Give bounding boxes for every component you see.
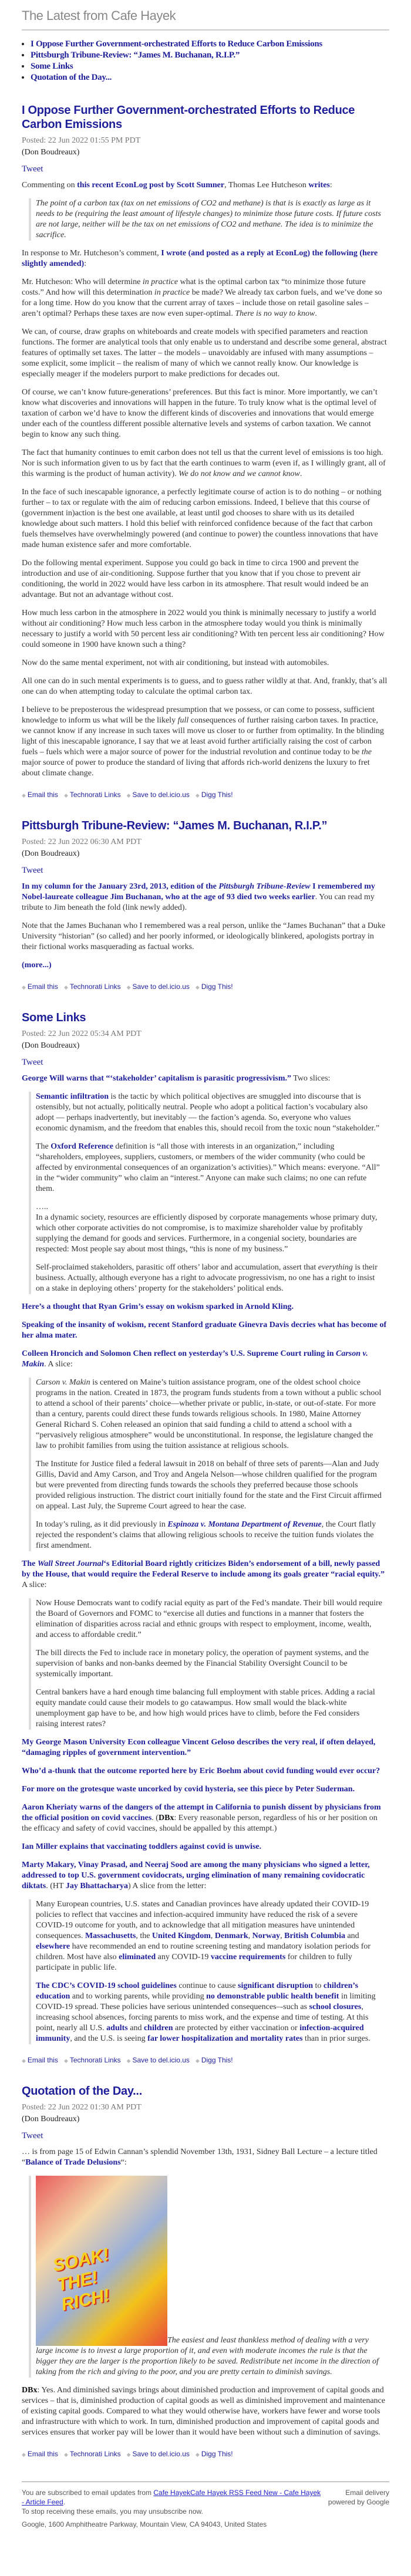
inline-link[interactable]: British Columbia	[284, 1932, 345, 1940]
inline-link[interactable]: Balance of Trade Delusions	[25, 2158, 121, 2167]
share-item	[64, 2056, 121, 2064]
feed-link[interactable]: Cafe HayekCafe Hayek RSS Feed New - Cafe Hayek - Article Feed	[22, 2489, 321, 2506]
share-item	[127, 2056, 190, 2064]
footer	[22, 2482, 389, 2541]
text-run: In a dynamic society, resources are efficiently disposed by corporate managements whose primary duty, which other corporate activities do not compromise, is to maximize shareholder value by profitably supplying the demand for goods and services. Furthermore, in a congenial society, boundaries are respected: Most people say about most things, “this is none of my business.”	[36, 1213, 378, 1254]
email-this-link[interactable]: Email this	[27, 2450, 58, 2458]
post-body	[22, 2147, 389, 2438]
paragraph	[22, 2147, 389, 2168]
inline-link[interactable]: Espinoza v. Montana Department of Revenue	[167, 1520, 322, 1529]
post-author: (Don Boudreaux)	[22, 1041, 80, 1050]
text-run: than in prior surges.	[302, 2034, 370, 2043]
save-to-delicious-link[interactable]: Save to del.icio.us	[132, 2056, 190, 2064]
paragraph	[22, 882, 389, 913]
inline-link[interactable]: Massachusetts	[85, 1932, 136, 1940]
diamond-bullet-icon: ◆	[126, 984, 131, 990]
inline-link[interactable]: Speaking of the insanity of wokism, recent Stanford graduate Ginevra Davis decries what has become of her alma mater.	[22, 1321, 387, 1340]
email-this-link[interactable]: Email this	[27, 983, 58, 991]
text-run: ) A slice from the letter:	[127, 1882, 207, 1890]
inline-link[interactable]: Wall Street Journal	[37, 1559, 104, 1568]
email-digest	[22, 0, 389, 2541]
inline-link[interactable]: (more...)	[22, 961, 52, 970]
text-run: Commenting on	[22, 181, 78, 190]
share-item	[196, 983, 233, 991]
text-run: :	[84, 259, 87, 268]
email-this-link[interactable]: Email this	[27, 791, 58, 799]
quote-paragraph	[36, 1092, 383, 1134]
text-run: … is from page 15 of Edwin Cannan’s splendid November 13th, 1931, Sidney Ball Lecture – a lecture titled “	[22, 2148, 378, 2167]
paragraph	[22, 1073, 389, 1084]
quote-paragraph	[36, 1262, 383, 1294]
subscription-text: You are subscribed to email updates from	[22, 2489, 154, 2497]
text-run: Mr. Hutcheson: Who will determine	[22, 278, 143, 286]
text-run: and	[127, 2024, 144, 2033]
inline-link[interactable]: school closures	[309, 2003, 362, 2011]
paragraph	[22, 705, 389, 779]
quote-paragraph	[36, 1202, 383, 1255]
post	[22, 1011, 389, 2064]
paragraph	[22, 1320, 389, 1341]
text-run: is their business. Actually, although everyone has a right to advocate progressivism, no one has a right to insist on a stake in deploying others’ property for the stakeholders’ political ends.	[36, 1263, 378, 1293]
post-date: Posted: 22 Jun 2022 01:30 AM PDT	[22, 2103, 142, 2112]
text-run: in limiting COVID-19 spread. These policies have serious unintended consequences–-such as	[36, 1992, 376, 2011]
share-links	[22, 2056, 389, 2064]
text-run: in practice	[154, 288, 190, 297]
paragraph	[22, 180, 389, 191]
inline-link[interactable]: Marty Makary, Vinay Prasad, and Neeraj Sood are among the many physicians who signed a letter, addressed to top U.S. government covidocrats, urging elimination of many remaining covidocratic diktats	[22, 1861, 370, 1890]
paragraph	[22, 1302, 389, 1312]
paragraph	[22, 1766, 389, 1777]
digg-this-link[interactable]: Digg This!	[201, 791, 233, 799]
text-run: any COVID-19	[156, 1953, 211, 1961]
inline-link[interactable]: Oxford Reference	[50, 1142, 113, 1151]
text-run: , the Court flatly rejected the respondent’s claims that allowing religious schools to receive the tuition funds violates the first amendment.	[36, 1520, 376, 1550]
soak-the-rich-image	[36, 2176, 167, 2346]
post	[22, 103, 389, 799]
text-run: How much less carbon in the atmosphere in 2022 would you think is minimally necessary to justify a world without air conditioning? How much less carbon in the atmosphere today would you think is minimally necessary to justify a world with 50 percent less air conditioning? With ten percent less air conditioning? How could someone in 1900 have known such a thing?	[22, 609, 385, 649]
inline-link[interactable]: Ian Miller explains that vaccinating toddlers against covid is unwise.	[22, 1842, 262, 1851]
inline-link[interactable]: vaccine requirements	[210, 1953, 286, 1961]
inline-link[interactable]: My George Mason University Econ colleague Vincent Geloso describes the very real, if often delayed, “damaging ripples of government intervention.”	[22, 1738, 376, 1757]
inline-link[interactable]: Here’s a thought that Ryan Grim’s essay on wokism sparked in Arnold Kling.	[22, 1302, 294, 1311]
text-run: We do not know and we cannot know	[178, 470, 300, 478]
text-run: Self-proclaimed stakeholders, parasitic off others’ labor and accumulation, assert that	[36, 1263, 318, 1272]
share-item	[22, 791, 58, 799]
inline-link[interactable]: infection-acquired immunity	[36, 2024, 364, 2043]
paragraph	[22, 1784, 389, 1795]
post-body	[22, 882, 389, 971]
blockquote	[29, 1092, 389, 1294]
paragraph	[22, 1559, 389, 1591]
text-run: consequences of further raising carbon taxes. In practice, we cannot know if any increase in such taxes will move us closer to or further from optimality. In the blinding light of this inescapable ignorance, I say that we at least avoid further artificially raising the cost of carbon fuels – fuels which were a major source of power for the industrial revolution and continue today to be	[22, 716, 384, 757]
tweet-link[interactable]: Tweet	[22, 2131, 43, 2141]
text-run: ,	[210, 1932, 215, 1940]
quote-paragraph	[36, 1687, 383, 1730]
paragraph	[22, 676, 389, 697]
quote-paragraph	[36, 1981, 383, 2044]
toc-link[interactable]: Pittsburgh Tribune-Review: “James M. Buchanan, R.I.P.”	[31, 50, 240, 60]
text-run: , Thomas Lee Hutcheson	[224, 181, 309, 190]
text-run: ,	[280, 1932, 285, 1940]
share-item	[22, 983, 58, 991]
text-run: The fact that humanity continues to emit carbon does not tell us that the current level of emissions is too high. Nor is such information given to us by fact that the earth continues to warm (even if, as I willingly grant, all of this warming is the product of human activity).	[22, 448, 386, 478]
post-date: Posted: 22 Jun 2022 05:34 AM PDT	[22, 1029, 142, 1038]
quote-paragraph	[36, 1899, 383, 1973]
diamond-bullet-icon: ◆	[63, 984, 68, 990]
digg-this-link[interactable]: Digg This!	[201, 2450, 233, 2458]
delivery-note: Email delivery powered by Google	[328, 2489, 389, 2506]
text-run: continue to cause	[176, 1981, 238, 1990]
post-body	[22, 180, 389, 779]
inline-link[interactable]: significant disruption	[238, 1981, 314, 1990]
paragraph	[22, 1349, 389, 1370]
inline-link[interactable]: no demonstrable public health benefit	[206, 1992, 339, 2001]
text-run: .	[315, 309, 317, 318]
diamond-bullet-icon: ◆	[63, 2452, 68, 2457]
tweet-link[interactable]: Tweet	[22, 164, 43, 174]
post-author: (Don Boudreaux)	[22, 148, 80, 157]
text-run: everything	[318, 1263, 353, 1272]
email-this-link[interactable]: Email this	[27, 2056, 58, 2064]
post-date: Posted: 22 Jun 2022 06:30 AM PDT	[22, 838, 142, 846]
share-links	[22, 791, 389, 799]
diamond-bullet-icon: ◆	[22, 792, 26, 798]
inline-link[interactable]: children	[143, 2024, 173, 2033]
paragraph	[22, 487, 389, 551]
paragraph	[22, 921, 389, 953]
text-run: : Yes. And diminished savings brings about diminished production and improvement of capital goods and services – that is, diminished production of capital goods as well as diminished improvement and maintenance of existing capital goods. Compared to what they would otherwise have, workers have fewer and worse tools and infrastructure with which to work. In turn, diminished production and improvement of capital goods and services ensures that worker pay will be lower than it would have been without such a diminution of savings.	[22, 2386, 385, 2437]
quote-paragraph	[36, 1598, 383, 1640]
post-title[interactable]: I Oppose Further Government-orchestrated Efforts to Reduce Carbon Emissions	[22, 104, 355, 131]
image-lettering: SOAK! THE! RICH!	[51, 2244, 112, 2315]
share-item	[64, 2450, 121, 2458]
unsubscribe-text[interactable]: To stop receiving these emails, you may unsubscribe now.	[22, 2507, 203, 2516]
blockquote	[29, 1598, 389, 1730]
diamond-bullet-icon: ◆	[22, 2058, 26, 2064]
paragraph	[22, 658, 389, 669]
share-item	[127, 2450, 190, 2458]
tweet-link[interactable]: Tweet	[22, 866, 43, 875]
inline-link[interactable]: The CDC’s COVID-19 school guidelines	[36, 1981, 177, 1990]
post-author: (Don Boudreaux)	[22, 2115, 80, 2123]
inline-link[interactable]: elsewhere	[36, 1942, 70, 1951]
paragraph	[22, 1737, 389, 1758]
quote-paragraph	[36, 1378, 383, 1451]
diamond-bullet-icon: ◆	[63, 2058, 68, 2064]
diamond-bullet-icon: ◆	[126, 2058, 131, 2064]
text-run: and	[345, 1932, 359, 1940]
inline-link[interactable]: adults	[106, 2024, 128, 2033]
text-run: .	[299, 470, 302, 478]
text-run: . (HT	[46, 1882, 66, 1890]
text-run: . You can read my tribute to Jim beneath the fold (link newly added).	[22, 893, 375, 912]
text-run: There is no way to know	[235, 309, 315, 318]
address: Google, 1600 Amphitheatre Parkway, Mountain View, CA 94043, United States	[22, 2520, 267, 2528]
text-run: I believe to be preposterous the widespread presumption that we possess, or can come to possess, sufficient knowledge to inform us what will be the likely	[22, 705, 375, 725]
text-run: Many European countries, U.S. states and Canadian provinces have already updated their COVID-19 policies to reflect that vaccines and infection-acquired immunity have reduced the risk of a severe COVID-19 outcome for youth, and to acknowledge that all mitigation measures have unintended consequences.	[36, 1900, 369, 1940]
share-item	[196, 2056, 233, 2064]
text-run: Now House Democrats want to codify racial equity as part of the Fed’s mandate. Their bill would require the Board of Governors and FOMC to “exercise all duties and functions in a manner that fosters the elimination of disparities across racial and ethnic groups with respect to employment, income, wealth, and access to affordable credit.”	[36, 1599, 382, 1639]
text-run: the	[361, 748, 372, 757]
posts-list	[22, 103, 389, 2458]
text-run: In today’s ruling, as it did previously in	[36, 1520, 168, 1529]
toc-link[interactable]: I Oppose Further Government-orchestrated Efforts to Reduce Carbon Emissions	[31, 39, 322, 49]
post	[22, 819, 389, 991]
text-run: major source of power to produce the standard of living that affords rich-world denizens the luxury to fret about climate change.	[22, 758, 370, 778]
text-run: The	[36, 1142, 51, 1151]
diamond-bullet-icon: ◆	[126, 792, 131, 798]
inline-link[interactable]: writes	[308, 181, 330, 190]
paragraph	[22, 608, 389, 650]
post-body	[22, 1073, 389, 2044]
text-run: We can, of course, draw graphs on whiteboards and create models with specified parameters and reaction functions. The former are analytical tools that only enable us to understand and describe some general, abstract features of optimally set taxes. The latter – the models – unavoidably are infused with many assumptions – some explicit, some implicit – the realism of many of which we cannot really know. Our knowledge is especially meager if the modelers purport to make predictions for decades out.	[22, 328, 387, 379]
paragraph	[22, 387, 389, 440]
inline-link[interactable]: I remembered my Nobel-laureate colleague Jim Buchanan, who at the age of 93 died two weeks earlier	[22, 882, 375, 902]
blockquote	[29, 2176, 389, 2378]
text-run: …..	[36, 1203, 48, 1211]
inline-link[interactable]: Jay Bhattacharya	[65, 1882, 128, 1890]
quote-paragraph	[36, 1459, 383, 1512]
technorati-links-link[interactable]: Technorati Links	[69, 2056, 121, 2064]
text-run: . (	[151, 1814, 159, 1822]
technorati-links-link[interactable]: Technorati Links	[69, 2450, 121, 2458]
diamond-bullet-icon: ◆	[195, 2058, 200, 2064]
text-run: Of course, we can’t know future-generations’ preferences. But this fact is minor. More importantly, we can’t know what discoveries and innovations will happen in the future. To truly know what is the optimal level of taxation of carbon we’d have to know the different kinds of discoveries and innovations that would emerge under each of the countless different possible alternative levels and systems of carbon taxation. We cannot begin to know any such thing.	[22, 388, 378, 439]
post	[22, 2084, 389, 2458]
inline-link[interactable]: Carson v. Makin	[22, 1349, 368, 1369]
text-run: “:	[120, 2158, 127, 2167]
inline-link[interactable]: this recent EconLog post by Scott Sumner	[77, 181, 225, 190]
inline-link[interactable]: For more on the grotesque waste uncorked by covid hysteria, see this piece by Peter Suderman.	[22, 1785, 355, 1794]
text-run: , the	[136, 1932, 152, 1940]
paragraph	[22, 248, 389, 269]
text-run: what is the optimal carbon tax “to minimize those future costs.” And how will this determination	[22, 278, 366, 297]
text-run: for children to fully participate in public life.	[36, 1953, 352, 1972]
text-run: Central bankers have a hard enough time balancing full employment with stable prices. Adding a racial equity mandate could cause their models to go catawampus. How small would the black-white unemployment gap have to be, and how high would prices have to climb, before the Fed considers raising interest rates?	[36, 1688, 375, 1728]
text-run: have recommended an end to routine screening testing and mandatory isolation periods for children. Most have also	[36, 1942, 371, 1961]
text-run: Do the following mental experiment. Suppose you could go back in time to circa 1900 and prevent the introduction and use of air-conditioning. Suppose further that you know that if you chose to prevent air conditioning, the world in 2022 would have less carbon in its atmosphere. That result would indeed be an advantage. But not an advantage without cost.	[22, 559, 369, 599]
inline-link[interactable]: United Kingdom	[151, 1932, 211, 1940]
toc-item	[31, 50, 389, 61]
subscription-suffix: .	[63, 2498, 66, 2506]
text-run: Now do the same mental experiment, not with air conditioning, but instead with automobiles.	[22, 659, 329, 667]
text-run: be made? We already tax carbon fuels, and we’ve done so for a long time. How do you know that the current array of taxes – include those on retail gasoline sales – aren’t optimal? Perhaps these taxes are now even super-optimal.	[22, 288, 382, 318]
inline-link[interactable]: far lower hospitalization and mortality rates	[147, 2034, 303, 2043]
text-run: A slice:	[22, 1581, 47, 1589]
blockquote	[29, 1899, 389, 2044]
text-run: definition is “all those with interests in an organization,” including “shareholders, employees, suppliers, customers, or members of the wider community (who could be affected by environmental consequences of an organization’s activities).” Which means: everyone. “All” in the “wider community” who claim an “interest.” Anyone can make such claims; no one can refute them.	[36, 1142, 380, 1193]
text-run: : Every reasonable person, regardless of his or her position on the efficacy and safety of covid vaccines, should be appalled by this attempt.)	[22, 1814, 378, 1833]
inline-link[interactable]: Norway	[252, 1932, 281, 1940]
text-run: DBx	[22, 2386, 38, 2395]
technorati-links-link[interactable]: Technorati Links	[69, 791, 121, 799]
diamond-bullet-icon: ◆	[195, 792, 200, 798]
post-title[interactable]: Quotation of the Day...	[22, 2085, 142, 2098]
table-of-contents	[22, 39, 389, 83]
share-item	[22, 2450, 58, 2458]
paragraph	[22, 558, 389, 600]
share-item	[64, 791, 121, 799]
post-date: Posted: 22 Jun 2022 01:55 PM PDT	[22, 136, 141, 145]
paragraph	[22, 1802, 389, 1834]
blockquote	[29, 198, 389, 241]
inline-link[interactable]: Colleen Hroncich and Solomon Chen reflect on yesterday’s U.S. Supreme Court ruling in	[22, 1349, 336, 1358]
text-run: to	[313, 1981, 324, 1990]
inline-link[interactable]: children’s education	[36, 1981, 359, 2001]
toc-link[interactable]: Quotation of the Day...	[31, 73, 112, 82]
diamond-bullet-icon: ◆	[126, 2452, 131, 2457]
share-item	[196, 2450, 233, 2458]
inline-link[interactable]: Aaron Kheriaty warns of the dangers of the attempt in California to punish dissent by physicians from the official position on covid vaccines	[22, 1803, 381, 1822]
paragraph	[22, 327, 389, 380]
diamond-bullet-icon: ◆	[195, 2452, 200, 2457]
toc-item	[31, 39, 389, 50]
toc-item	[31, 61, 389, 72]
text-run: , and the U.S. is seeing	[70, 2034, 148, 2043]
quote-paragraph	[36, 1648, 383, 1680]
text-run: and to working parents, while providing	[70, 1992, 207, 2001]
toc-link[interactable]: Some Links	[31, 62, 73, 71]
share-item	[127, 983, 190, 991]
text-run: DBx	[158, 1814, 174, 1822]
text-run: The Institute for Justice filed a federal lawsuit in 2018 on behalf of three sets of parents—Alan and Judy Gillis, David and Amy Carson, and Troy and Angela Nelson—whose children qualified for the program but were prevented from directing funds towards the schools they preferred because those schools provided religious instruction. The district court initially found for the state and the First Circuit affirmed on appeal. Last July, the Supreme Court agreed to hear the case.	[36, 1460, 382, 1511]
text-run: :	[329, 181, 332, 190]
paragraph	[22, 1842, 389, 1852]
paragraph	[22, 448, 389, 480]
text-run: is the tactic by which political objectives are smuggled into discourse that is ostensibly, but not actually, politically neutral. People who adopt a political faction’s vocabulary also adopt — perhaps inadvertently, but inevitably — the faction’s agenda. So, everyone who values economic dynamism, and the freedom that enables this, should recoil from the toxic noun “stakeholder.”	[36, 1092, 380, 1133]
inline-link[interactable]: eliminated	[119, 1953, 156, 1961]
post-author: (Don Boudreaux)	[22, 849, 80, 858]
text-run: In response to Mr. Hutcheson’s comment,	[22, 249, 161, 258]
text-run: The point of a carbon tax (tax on net emissions of CO2 and methane) is that is is exactly as large as it needs to be (requiring the least amount of lifestyle changes) to minimize those future costs. If future costs are not large, neither will be the tax on net emissions of CO2 and methane. The idea is to minimize the sacrifice.	[36, 199, 381, 239]
inline-link[interactable]: Denmark	[214, 1932, 248, 1940]
text-run: full	[177, 716, 189, 725]
inline-link[interactable]: Pittsburgh Tribune-Review	[218, 882, 311, 891]
quote-paragraph	[36, 1520, 383, 1551]
quote-paragraph	[36, 198, 383, 241]
text-run: The easiest and least thankless method of dealing with a very large income is to invest a large proportion of it, and even with moderate incomes the rule is that the bigger they are the larger is the proportion likely to be saved. Redistribute net income in the direction of taking from the rich and giving to the poor, and you are pretty certain to diminish savings.	[36, 2336, 379, 2376]
diamond-bullet-icon: ◆	[63, 792, 68, 798]
text-run: Two slices:	[291, 1074, 331, 1083]
text-run: in practice	[142, 278, 178, 286]
digg-this-link[interactable]: Digg This!	[201, 983, 233, 991]
text-run: , increasing school absences, forcing parents to miss work, and the expense and time of testing. At this point, nearly all U.S.	[36, 2003, 369, 2033]
inline-link[interactable]: ‘s Editorial Board rightly criticizes Biden’s endorsement of a bill, newly passed by the House, that would require the Federal Reserve to include among its goals greater “racial equity.”	[22, 1559, 385, 1579]
text-run: . A slice:	[44, 1360, 73, 1369]
paragraph	[22, 1860, 389, 1892]
text-run: Note that the James Buchanan who I remembered was a real person, unlike the “James Buchanan” that a Duke University “historian” (so called) and her poorly informed, or ideologically blinkered, apologists portray in their fictional works masquerading as factual works.	[22, 921, 386, 951]
share-links	[22, 983, 389, 991]
technorati-links-link[interactable]: Technorati Links	[69, 983, 121, 991]
quote-paragraph	[36, 1142, 383, 1194]
inline-link[interactable]: Who’d a-thunk that the outcome reported here by Eric Boehm about covid funding would ever occur?	[22, 1767, 380, 1775]
toc-item	[31, 72, 389, 83]
save-to-delicious-link[interactable]: Save to del.icio.us	[132, 983, 190, 991]
save-to-delicious-link[interactable]: Save to del.icio.us	[132, 791, 190, 799]
inline-link[interactable]: I wrote (and posted as a reply at EconLog) the following (here slightly amended)	[22, 249, 378, 268]
digg-this-link[interactable]: Digg This!	[201, 2056, 233, 2064]
inline-link[interactable]: George Will warns that “‘stakeholder’ capitalism is parasitic progressivism.”	[22, 1074, 291, 1083]
post-title[interactable]: Pittsburgh Tribune-Review: “James M. Buchanan, R.I.P.”	[22, 819, 328, 832]
post-title[interactable]: Some Links	[22, 1011, 86, 1024]
diamond-bullet-icon: ◆	[22, 2452, 26, 2457]
blockquote	[29, 1378, 389, 1551]
paragraph	[22, 277, 389, 319]
subscription-notice	[22, 2488, 322, 2516]
share-item	[64, 983, 121, 991]
quote-paragraph	[36, 2176, 383, 2378]
share-item	[22, 2056, 58, 2064]
paragraph	[22, 2385, 389, 2438]
tweet-link[interactable]: Tweet	[22, 1058, 43, 1067]
text-run: The bill directs the Fed to include race in monetary policy, the operation of payment systems, and the supervision of banks and non-banks deemed by the Financial Stability Oversight Council to be systemically important.	[36, 1649, 369, 1679]
text-run: ,	[248, 1932, 252, 1940]
paragraph	[22, 960, 389, 971]
inline-link[interactable]: The	[22, 1559, 38, 1568]
diamond-bullet-icon: ◆	[22, 984, 26, 990]
share-item	[127, 791, 190, 799]
text-run: are protected by either vaccination or	[173, 2024, 300, 2033]
diamond-bullet-icon: ◆	[195, 984, 200, 990]
share-links	[22, 2450, 389, 2458]
text-run: Carson v. Makin	[36, 1378, 90, 1387]
share-item	[196, 791, 233, 799]
text-run: is centered on Maine’s tuition assistance program, one of the oldest school choice programs in the nation. Created in 1873, the program funds students from a town without a public school to attend a school of their parents’ choice—whether private or public, in-state, or out-of-state. For more than a century, parents could direct these funds towards religious schools. In 1980, Maine Attorney General Richard S. Cohen released an opinion that said funding a child to attend a school with a “pervasively religious atmosphere” would be unconstitutional. In response, the legislature changed the law to prohibit families from using the tuition assistance at religious schools.	[36, 1378, 382, 1450]
text-run: All one can do in such mental experiments is to guess, and to guess rather wildly at that. And, frankly, that’s all one can do when attempting today to calculate the optimal carbon tax.	[22, 677, 388, 696]
save-to-delicious-link[interactable]: Save to del.icio.us	[132, 2450, 190, 2458]
inline-link[interactable]: In my column for the January 23rd, 2013, edition of the	[22, 882, 219, 891]
site-title: The Latest from Cafe Hayek	[22, 6, 389, 31]
inline-link[interactable]: Semantic infiltration	[36, 1092, 109, 1101]
text-run: In the face of such inescapable ignorance, a perfectly legitimate course of action is to do nothing – or nothing further – to tax or regulate with the aim of reducing carbon emissions. Indeed, I believe that this course of (government in)action is the best one available, at least until god chooses to share with us its detailed knowledge about such matters. I hold this belief with reinforced confidence because of the fact that carbon fuels themselves have overwhelmingly powered (and continue to power) the countless innovations that have made human existence safer and more comfortable.	[22, 488, 382, 549]
